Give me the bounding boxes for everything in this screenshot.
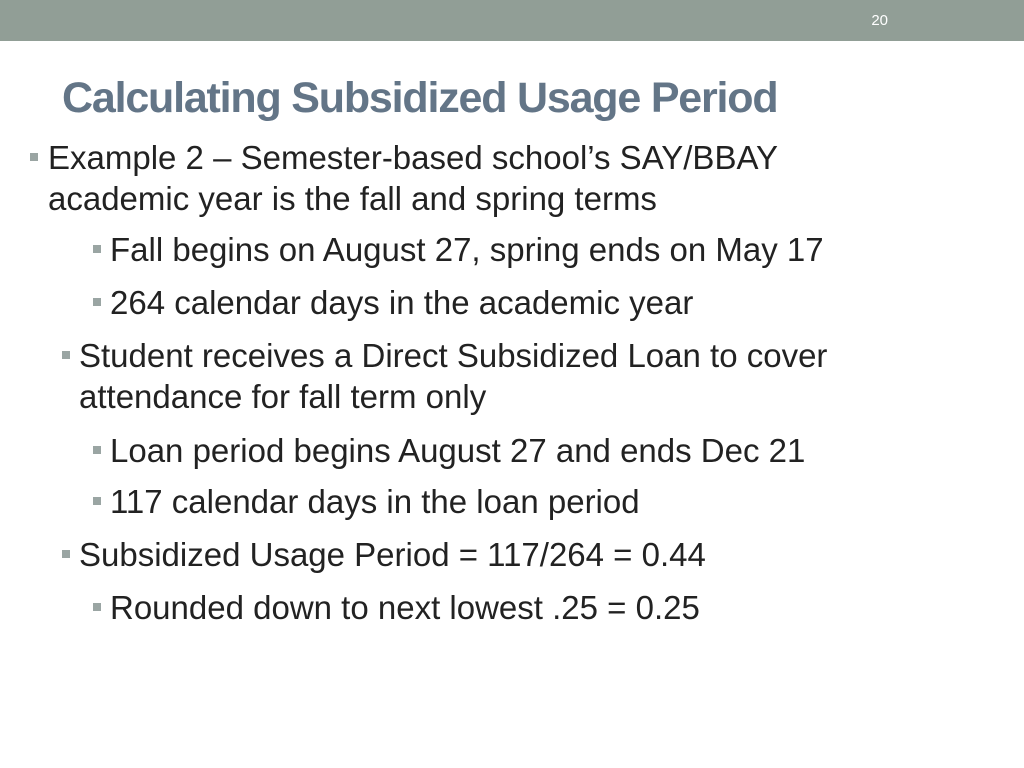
bullet-line: academic year is the fall and spring terms [48, 180, 657, 217]
bullet-item [110, 430, 805, 471]
bullet-item [110, 229, 824, 270]
slide-number: 20 [871, 12, 888, 29]
bullet-square-icon [93, 446, 101, 454]
bullet-item [110, 282, 693, 323]
bullet-line: 117 calendar days in the loan period [110, 483, 640, 520]
bullet-item [110, 587, 700, 628]
bullet-square-icon [30, 153, 38, 161]
bullet-line: attendance for fall term only [79, 378, 487, 415]
bullet-item [79, 534, 706, 575]
bullet-square-icon [62, 351, 70, 359]
slide-title: Calculating Subsidized Usage Period [62, 74, 778, 122]
bullet-line: Fall begins on August 27, spring ends on May 17 [110, 231, 824, 268]
bullet-line: Rounded down to next lowest .25 = 0.25 [110, 589, 700, 626]
bullet-line: 264 calendar days in the academic year [110, 284, 694, 321]
bullet-square-icon [62, 550, 70, 558]
header-bar [0, 0, 1024, 41]
bullet-line: Student receives a Direct Subsidized Loan to cover [79, 337, 828, 374]
bullet-line: Loan period begins August 27 and ends Dec 21 [110, 432, 806, 469]
bullet-item [110, 481, 640, 522]
bullet-line: Subsidized Usage Period = 117/264 = 0.44 [79, 536, 706, 573]
bullet-item [48, 137, 778, 219]
bullet-square-icon [93, 497, 101, 505]
bullet-square-icon [93, 245, 101, 253]
bullet-square-icon [93, 298, 101, 306]
bullet-item [79, 335, 827, 417]
bullet-square-icon [93, 603, 101, 611]
bullet-line: Example 2 – Semester-based school’s SAY/BBAY [48, 139, 779, 176]
